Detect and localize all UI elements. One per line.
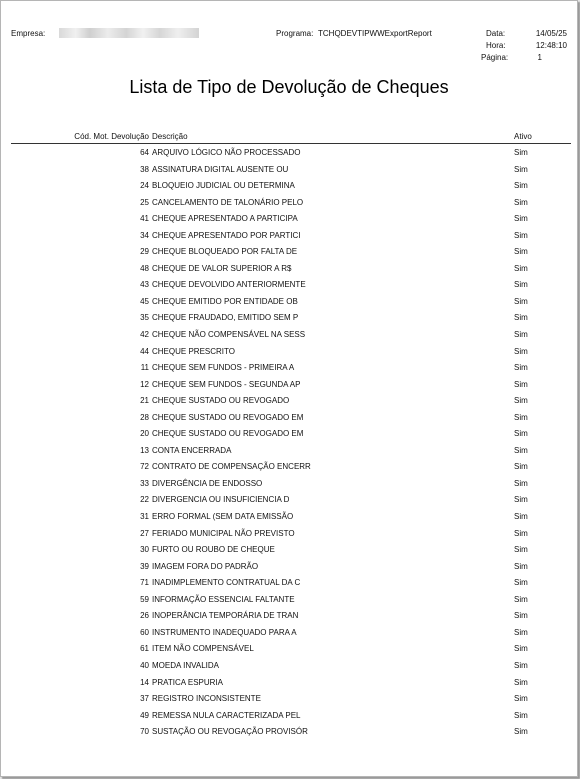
- table-row: [1, 611, 577, 628]
- row-active: Sim: [514, 429, 528, 439]
- row-description: IMAGEM FORA DO PADRÃO: [152, 561, 259, 571]
- row-active: Sim: [514, 660, 528, 670]
- row-code: 59: [140, 594, 149, 604]
- row-description: CANCELAMENTO DE TALONÁRIO PELO: [152, 197, 304, 207]
- table-row: [1, 347, 577, 364]
- row-description: ITEM NÃO COMPENSÁVEL: [152, 644, 254, 654]
- row-active: Sim: [514, 528, 528, 538]
- row-description: INSTRUMENTO INADEQUADO PARA A: [152, 627, 297, 637]
- row-code: 49: [140, 710, 149, 720]
- table-row: [1, 479, 577, 496]
- row-code: 33: [140, 478, 149, 488]
- row-description: CHEQUE SUSTADO OU REVOGADO: [152, 396, 290, 406]
- row-description: PRATICA ESPURIA: [152, 677, 223, 687]
- row-code: 37: [140, 694, 149, 704]
- column-header-code: Cód. Mot. Devolução: [74, 132, 149, 141]
- row-active: Sim: [514, 710, 528, 720]
- row-code: 26: [140, 611, 149, 621]
- row-active: Sim: [514, 330, 528, 340]
- row-active: Sim: [514, 280, 528, 290]
- row-code: 11: [140, 363, 149, 373]
- data-label: Data:: [486, 29, 506, 38]
- row-description: FERIADO MUNICIPAL NÃO PREVISTO: [152, 528, 295, 538]
- row-description: DIVERGENCIA OU INSUFICIENCIA D: [152, 495, 290, 505]
- row-description: CHEQUE BLOQUEADO POR FALTA DE: [152, 247, 298, 257]
- row-description: CHEQUE NÃO COMPENSÁVEL NA SESS: [152, 330, 306, 340]
- report-table-body: [1, 148, 577, 744]
- table-row: [1, 512, 577, 529]
- column-header-active: Ativo: [514, 132, 532, 141]
- table-row: [1, 231, 577, 248]
- table-row: [1, 661, 577, 678]
- row-description: CHEQUE APRESENTADO POR PARTICI: [152, 230, 301, 240]
- row-code: 60: [140, 627, 149, 637]
- row-active: Sim: [514, 230, 528, 240]
- table-row: [1, 595, 577, 612]
- row-description: FURTO OU ROUBO DE CHEQUE: [152, 545, 275, 555]
- row-description: CHEQUE EMITIDO POR ENTIDADE OB: [152, 296, 298, 306]
- data-value: 14/05/25: [535, 29, 567, 38]
- empresa-value-redacted: [59, 28, 199, 38]
- row-description: CHEQUE PRESCRITO: [152, 346, 235, 356]
- row-description: CHEQUE SUSTADO OU REVOGADO EM: [152, 429, 304, 439]
- row-code: 39: [140, 561, 149, 571]
- table-row: [1, 247, 577, 264]
- table-row: [1, 181, 577, 198]
- row-description: DIVERGÊNCIA DE ENDOSSO: [152, 478, 263, 488]
- row-description: BLOQUEIO JUDICIAL OU DETERMINA: [152, 181, 295, 191]
- row-description: INFORMAÇÃO ESSENCIAL FALTANTE: [152, 594, 295, 604]
- table-row: [1, 694, 577, 711]
- row-description: SUSTAÇÃO OU REVOGAÇÃO PROVISÓR: [152, 727, 308, 737]
- row-code: 28: [140, 412, 149, 422]
- row-active: Sim: [514, 611, 528, 621]
- row-description: ASSINATURA DIGITAL AUSENTE OU: [152, 164, 289, 174]
- table-row: [1, 297, 577, 314]
- row-code: 13: [140, 445, 149, 455]
- row-active: Sim: [514, 247, 528, 257]
- row-active: Sim: [514, 462, 528, 472]
- row-active: Sim: [514, 644, 528, 654]
- report-title: Lista de Tipo de Devolução de Cheques: [129, 77, 449, 97]
- row-code: 20: [140, 429, 149, 439]
- table-row: [1, 313, 577, 330]
- row-code: 35: [140, 313, 149, 323]
- row-code: 48: [140, 263, 149, 273]
- row-active: Sim: [514, 412, 528, 422]
- row-code: 40: [140, 660, 149, 670]
- row-active: Sim: [514, 495, 528, 505]
- row-code: 44: [140, 346, 149, 356]
- table-row: [1, 529, 577, 546]
- table-row: [1, 495, 577, 512]
- table-row: [1, 711, 577, 728]
- table-row: [1, 214, 577, 231]
- table-row: [1, 446, 577, 463]
- row-code: 41: [140, 214, 149, 224]
- row-description: CONTRATO DE COMPENSAÇÃO ENCERR: [152, 462, 311, 472]
- row-code: 34: [140, 230, 149, 240]
- column-header-description: Descrição: [152, 132, 188, 141]
- row-description: CHEQUE SUSTADO OU REVOGADO EM: [152, 412, 304, 422]
- row-active: Sim: [514, 164, 528, 174]
- row-active: Sim: [514, 148, 528, 157]
- row-active: Sim: [514, 627, 528, 637]
- row-code: 22: [140, 495, 149, 505]
- row-code: 24: [140, 181, 149, 191]
- row-active: Sim: [514, 214, 528, 224]
- table-row: [1, 429, 577, 446]
- table-row: [1, 678, 577, 695]
- table-row: [1, 462, 577, 479]
- row-description: MOEDA INVALIDA: [152, 660, 219, 670]
- row-active: Sim: [514, 445, 528, 455]
- table-row: [1, 545, 577, 562]
- row-code: 71: [140, 578, 149, 588]
- programa-label: Programa:: [276, 29, 314, 38]
- row-active: Sim: [514, 313, 528, 323]
- table-row: [1, 644, 577, 661]
- row-code: 21: [140, 396, 149, 406]
- row-active: Sim: [514, 197, 528, 207]
- row-active: Sim: [514, 263, 528, 273]
- row-active: Sim: [514, 561, 528, 571]
- row-code: 27: [140, 528, 149, 538]
- row-description: CHEQUE DEVOLVIDO ANTERIORMENTE: [152, 280, 306, 290]
- pagina-label: Página:: [481, 53, 509, 62]
- row-active: Sim: [514, 727, 528, 737]
- row-description: CHEQUE SEM FUNDOS - SEGUNDA AP: [152, 379, 301, 389]
- table-row: [1, 264, 577, 281]
- table-row: [1, 628, 577, 645]
- row-active: Sim: [514, 512, 528, 522]
- row-active: Sim: [514, 396, 528, 406]
- row-description: ARQUIVO LÓGICO NÃO PROCESSADO: [152, 148, 301, 157]
- row-active: Sim: [514, 379, 528, 389]
- row-description: ERRO FORMAL (SEM DATA EMISSÃO: [152, 512, 294, 522]
- row-code: 43: [140, 280, 149, 290]
- table-row: [1, 165, 577, 182]
- row-code: 30: [140, 545, 149, 555]
- row-active: Sim: [514, 594, 528, 604]
- row-code: 42: [140, 330, 149, 340]
- row-active: Sim: [514, 181, 528, 191]
- pagina-value: 1: [537, 53, 542, 62]
- row-active: Sim: [514, 545, 528, 555]
- row-active: Sim: [514, 478, 528, 488]
- table-row: [1, 578, 577, 595]
- row-description: INADIMPLEMENTO CONTRATUAL DA C: [152, 578, 301, 588]
- table-row: [1, 413, 577, 430]
- table-row: [1, 380, 577, 397]
- programa-value: TCHQDEVTIPWWExportReport: [318, 29, 432, 38]
- row-description: CONTA ENCERRADA: [152, 445, 232, 455]
- row-description: CHEQUE APRESENTADO A PARTICIPA: [152, 214, 298, 224]
- row-description: CHEQUE SEM FUNDOS - PRIMEIRA A: [152, 363, 295, 373]
- table-row: [1, 562, 577, 579]
- row-code: 64: [140, 148, 149, 157]
- row-code: 14: [140, 677, 149, 687]
- row-code: 61: [140, 644, 149, 654]
- table-row: [1, 198, 577, 215]
- hora-label: Hora:: [486, 41, 506, 50]
- row-code: 70: [140, 727, 149, 737]
- header-divider: [11, 143, 571, 144]
- row-active: Sim: [514, 363, 528, 373]
- row-code: 25: [140, 197, 149, 207]
- table-row: [1, 148, 577, 165]
- row-description: REGISTRO INCONSISTENTE: [152, 694, 261, 704]
- row-code: 38: [140, 164, 149, 174]
- table-row: [1, 280, 577, 297]
- row-code: 72: [140, 462, 149, 472]
- hora-value: 12:48:10: [535, 41, 567, 50]
- table-row: [1, 396, 577, 413]
- row-code: 12: [140, 379, 149, 389]
- row-active: Sim: [514, 694, 528, 704]
- row-active: Sim: [514, 346, 528, 356]
- empresa-label: Empresa:: [11, 29, 46, 38]
- row-code: 31: [140, 512, 149, 522]
- row-active: Sim: [514, 677, 528, 687]
- row-description: CHEQUE FRAUDADO, EMITIDO SEM P: [152, 313, 299, 323]
- row-description: CHEQUE DE VALOR SUPERIOR A R$: [152, 263, 292, 273]
- row-description: INOPERÂNCIA TEMPORÁRIA DE TRAN: [152, 611, 299, 621]
- row-code: 29: [140, 247, 149, 257]
- row-active: Sim: [514, 296, 528, 306]
- table-row: [1, 330, 577, 347]
- row-active: Sim: [514, 578, 528, 588]
- row-code: 45: [140, 296, 149, 306]
- table-row: [1, 363, 577, 380]
- row-description: REMESSA NULA CARACTERIZADA PEL: [152, 710, 301, 720]
- table-row: [1, 727, 577, 744]
